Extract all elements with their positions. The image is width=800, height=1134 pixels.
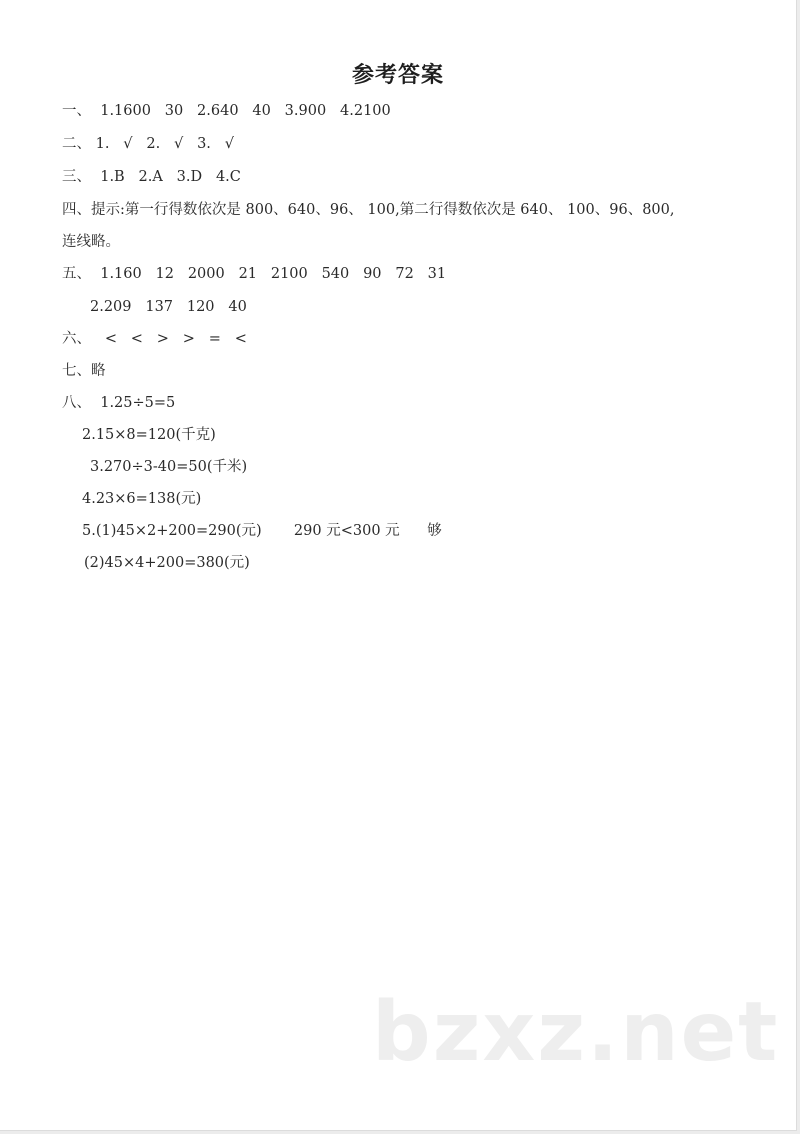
answer-section-8-item-4: 4.23×6=138(元) (82, 491, 202, 507)
answer-section-6: 六、 < < > > = < (62, 331, 247, 347)
answer-section-1: 一、 1.1600 30 2.640 40 3.900 4.2100 (62, 103, 391, 119)
answer-section-7: 七、略 (62, 363, 106, 379)
answer-section-5-line-1: 五、 1.160 12 2000 21 2100 540 90 72 31 (62, 266, 447, 282)
answer-section-8-item-1: 八、 1.25÷5=5 (62, 395, 176, 411)
answer-section-8-item-3: 3.270÷3-40=50(千米) (90, 459, 248, 475)
page-title: 参考答案 (351, 63, 444, 88)
answer-section-5-line-2: 2.209 137 120 40 (90, 299, 247, 315)
answer-section-8-item-5a: 5.(1)45×2+200=290(元) 290 元<300 元 够 (82, 523, 442, 539)
answer-section-8-item-2: 2.15×8=120(千克) (82, 427, 216, 443)
watermark: bzxz.net (372, 985, 780, 1080)
answer-section-3: 三、 1.B 2.A 3.D 4.C (62, 169, 241, 185)
answer-section-4-line-2: 连线略。 (62, 234, 120, 250)
answer-section-4-line-1: 四、提示:第一行得数依次是 800、640、96、 100,第二行得数依次是 640、 100、96、800, (62, 202, 675, 218)
answer-section-2: 二、 1. √ 2. √ 3. √ (62, 136, 234, 152)
answer-section-8-item-5b: (2)45×4+200=380(元) (84, 555, 250, 571)
